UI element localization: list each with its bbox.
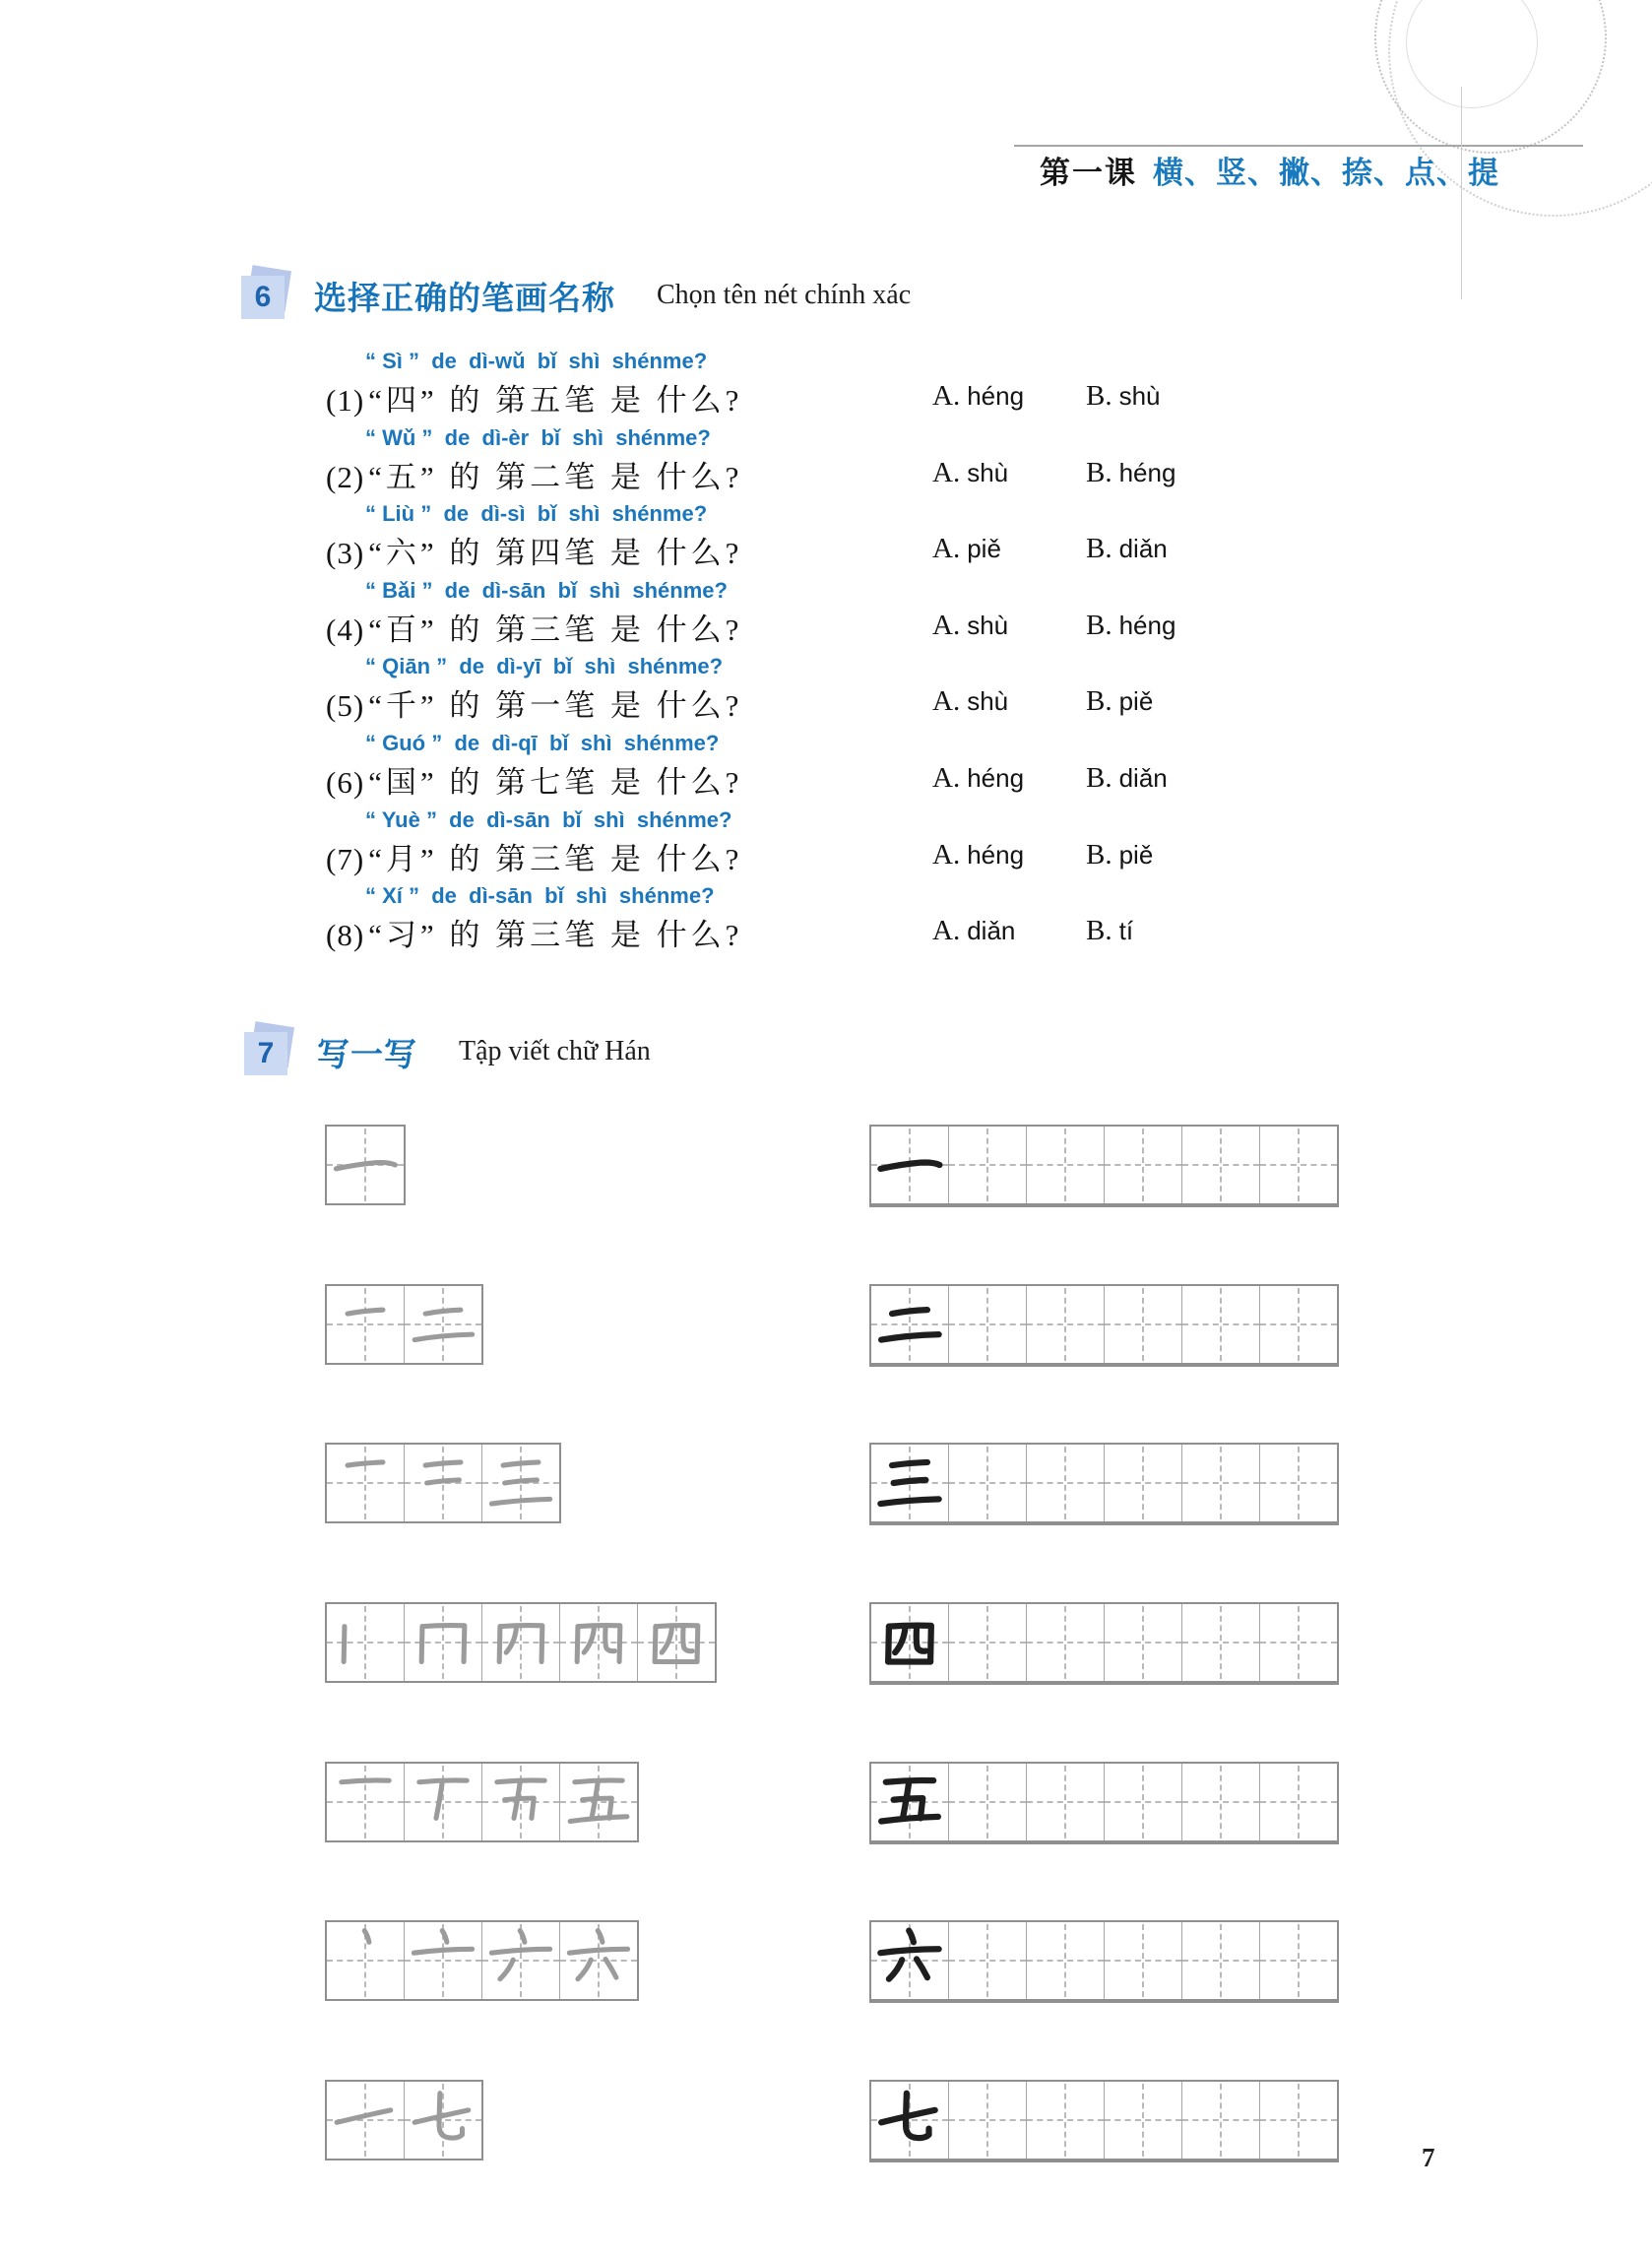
question-row	[326, 425, 1507, 502]
option-a	[932, 682, 1008, 718]
practice-cell	[1104, 2082, 1181, 2159]
stroke-order-cell	[327, 1922, 404, 1999]
cell-horizontal-midline	[949, 1960, 1026, 1962]
cell-horizontal-midline	[1027, 1164, 1104, 1166]
section7-badge	[244, 1027, 293, 1076]
stroke-order-step	[327, 1604, 404, 1681]
question-line	[326, 528, 1507, 572]
cell-horizontal-midline	[1260, 1164, 1337, 1166]
option-a	[932, 454, 1008, 489]
stroke-order-step	[405, 1764, 481, 1840]
question-number: (2)	[326, 459, 365, 494]
cell-horizontal-midline	[1027, 2119, 1104, 2121]
option-b	[1086, 454, 1175, 489]
header-rule	[1014, 145, 1583, 147]
model-character-cell	[871, 1604, 948, 1681]
model-character-cell	[871, 1764, 948, 1840]
option-a-letter: A.	[932, 380, 961, 412]
option-a-word: héng	[967, 839, 1025, 870]
practice-cell	[1026, 1127, 1104, 1203]
stroke-order-step	[405, 1286, 481, 1363]
option-a	[932, 607, 1008, 642]
stroke-order-cell	[637, 1604, 715, 1681]
question-pinyin: “ Xí ” de dì-sān bǐ shì shénme?	[365, 883, 715, 909]
option-a-letter: A.	[932, 838, 961, 871]
question-number: (6)	[326, 764, 365, 800]
option-b	[1086, 530, 1168, 565]
practice-cell	[948, 1764, 1026, 1840]
question-text: “千” 的 第一笔 是 什么?	[368, 688, 743, 724]
option-b-word: diǎn	[1118, 762, 1168, 793]
practice-cell	[948, 1922, 1026, 1999]
stroke-order-grid	[325, 2080, 483, 2160]
stroke-order-cell	[481, 1445, 559, 1521]
option-b-word: tí	[1118, 916, 1134, 946]
page-number: 7	[1422, 2143, 1435, 2172]
practice-cell	[1259, 2082, 1337, 2159]
question-text: “百” 的 第三笔 是 什么?	[368, 612, 743, 647]
practice-cell	[1104, 1764, 1181, 1840]
cell-horizontal-midline	[1182, 1642, 1259, 1644]
question-line	[326, 834, 1507, 878]
header-vertical-rule	[1461, 87, 1462, 299]
cell-horizontal-midline	[1105, 1960, 1181, 1962]
option-b-letter: B.	[1086, 838, 1112, 871]
option-a-letter: A.	[932, 609, 961, 641]
question-pinyin: “ Bǎi ” de dì-sān bǐ shì shénme?	[365, 577, 728, 603]
question-list	[326, 349, 1507, 960]
option-a-word: piě	[967, 534, 1001, 564]
option-b-word: piě	[1118, 839, 1154, 870]
option-a	[932, 530, 1001, 565]
stroke-order-cell	[481, 1764, 559, 1840]
section6-title-chinese: 选择正确的笔画名称	[314, 281, 615, 317]
cell-horizontal-midline	[1027, 1323, 1104, 1325]
cell-horizontal-midline	[1182, 1801, 1259, 1803]
practice-grid	[869, 1920, 1339, 2003]
cell-horizontal-midline	[1027, 1482, 1104, 1484]
practice-cell	[948, 1127, 1026, 1203]
stroke-order-cell	[404, 1764, 481, 1840]
stroke-order-cell	[327, 1604, 404, 1681]
question-row	[326, 731, 1507, 807]
option-a-word: diǎn	[967, 916, 1016, 946]
practice-cell	[1181, 1922, 1259, 1999]
practice-cell	[1026, 1604, 1104, 1681]
cell-horizontal-midline	[1260, 1960, 1337, 1962]
practice-cell	[1026, 2082, 1104, 2159]
cell-horizontal-midline	[1027, 1801, 1104, 1803]
cell-horizontal-midline	[949, 1323, 1026, 1325]
cell-horizontal-midline	[949, 1482, 1026, 1484]
stroke-order-step	[482, 1922, 559, 1999]
lesson-title	[1040, 148, 1499, 192]
cell-horizontal-midline	[1105, 2119, 1181, 2121]
question-row	[326, 349, 1507, 425]
stroke-order-cell	[404, 1286, 481, 1363]
option-a	[932, 759, 1024, 795]
stroke-order-step	[482, 1445, 559, 1521]
option-b-letter: B.	[1086, 533, 1112, 565]
question-pinyin: “ Sì ” de dì-wǔ bǐ shì shénme?	[365, 349, 708, 373]
model-character	[871, 1604, 948, 1681]
practice-grid	[869, 1602, 1339, 1685]
cell-horizontal-midline	[1260, 2119, 1337, 2121]
section7-number: 7	[257, 1037, 275, 1069]
option-a-letter: A.	[932, 761, 961, 794]
question-line	[326, 757, 1507, 802]
stroke-order-step	[405, 1604, 481, 1681]
model-character-cell	[871, 1286, 948, 1363]
question-line	[326, 910, 1507, 954]
section6-badge	[241, 271, 290, 320]
option-b	[1086, 682, 1153, 718]
option-a-letter: A.	[932, 915, 961, 947]
stroke-order-cell	[327, 1286, 404, 1363]
option-b-letter: B.	[1086, 761, 1112, 794]
option-b	[1086, 759, 1168, 795]
section7-header	[244, 1027, 651, 1076]
model-character	[871, 1127, 948, 1203]
stroke-order-step	[327, 1922, 404, 1999]
stroke-order-step	[405, 1922, 481, 1999]
question-number: (8)	[326, 918, 365, 953]
practice-grid	[869, 2080, 1339, 2162]
option-a	[932, 377, 1024, 413]
model-character	[871, 1286, 948, 1363]
practice-grid	[869, 1443, 1339, 1525]
practice-cell	[1104, 1445, 1181, 1521]
stroke-order-cell	[327, 1445, 404, 1521]
stroke-order-cell	[404, 1922, 481, 1999]
practice-cell	[1259, 1127, 1337, 1203]
stroke-order-step	[327, 1127, 404, 1203]
cell-horizontal-midline	[1105, 1801, 1181, 1803]
option-b	[1086, 912, 1133, 947]
practice-cell	[1026, 1286, 1104, 1363]
practice-grid	[869, 1125, 1339, 1207]
lesson-stroke-names: 横、竖、撇、捺、点、提	[1153, 156, 1499, 190]
question-number: (5)	[326, 688, 365, 724]
practice-cell	[1104, 1922, 1181, 1999]
option-b-word: shù	[1118, 381, 1161, 411]
cell-horizontal-midline	[1182, 2119, 1259, 2121]
stroke-order-cell	[327, 2082, 404, 2159]
stroke-order-grid	[325, 1125, 406, 1205]
practice-cell	[1181, 1445, 1259, 1521]
practice-cell	[1104, 1127, 1181, 1203]
cell-horizontal-midline	[949, 1801, 1026, 1803]
option-b-letter: B.	[1086, 609, 1112, 641]
stroke-order-step	[327, 1286, 404, 1363]
option-b-letter: B.	[1086, 915, 1112, 947]
option-a-word: héng	[967, 381, 1025, 411]
practice-cell	[1026, 1922, 1104, 1999]
practice-cell	[948, 1445, 1026, 1521]
practice-cell	[1026, 1445, 1104, 1521]
model-character-cell	[871, 1445, 948, 1521]
question-text: “月” 的 第三笔 是 什么?	[368, 841, 743, 876]
stroke-order-step	[560, 1604, 637, 1681]
cell-horizontal-midline	[1027, 1960, 1104, 1962]
stroke-order-cell	[327, 1127, 404, 1203]
option-b	[1086, 607, 1175, 642]
practice-grid	[869, 1284, 1339, 1367]
question-number: (3)	[326, 536, 365, 571]
practice-cell	[1259, 1445, 1337, 1521]
question-text: “国” 的 第七笔 是 什么?	[368, 764, 743, 800]
option-a-word: héng	[967, 762, 1025, 793]
stroke-order-cell	[481, 1604, 559, 1681]
section6-title-vietnamese: Chọn tên nét chính xác	[657, 280, 912, 310]
practice-cell	[1259, 1764, 1337, 1840]
practice-cell	[1259, 1604, 1337, 1681]
model-character-cell	[871, 2082, 948, 2159]
option-a-letter: A.	[932, 456, 961, 488]
question-row	[326, 883, 1507, 960]
practice-cell	[1181, 2082, 1259, 2159]
stroke-order-step	[327, 1764, 404, 1840]
practice-cell	[1181, 1764, 1259, 1840]
stroke-order-cell	[559, 1922, 637, 1999]
stroke-order-cell	[481, 1922, 559, 1999]
option-a-letter: A.	[932, 533, 961, 565]
stroke-order-step	[482, 1604, 559, 1681]
practice-cell	[1259, 1922, 1337, 1999]
cell-horizontal-midline	[1260, 1482, 1337, 1484]
question-text: “五” 的 第二笔 是 什么?	[368, 459, 743, 494]
practice-cell	[1259, 1286, 1337, 1363]
option-b	[1086, 377, 1161, 413]
cell-horizontal-midline	[1105, 1482, 1181, 1484]
practice-cell	[1026, 1764, 1104, 1840]
option-b-word: piě	[1118, 686, 1154, 717]
option-a-word: shù	[967, 686, 1009, 717]
model-character-cell	[871, 1922, 948, 1999]
option-a-word: shù	[967, 610, 1009, 640]
practice-cell	[1181, 1127, 1259, 1203]
stroke-order-cell	[327, 1764, 404, 1840]
cell-horizontal-midline	[1260, 1323, 1337, 1325]
practice-grid	[869, 1762, 1339, 1844]
cell-horizontal-midline	[1260, 1642, 1337, 1644]
stroke-order-cell	[404, 1445, 481, 1521]
question-row	[326, 578, 1507, 655]
question-line	[326, 452, 1507, 496]
question-pinyin: “ Wǔ ” de dì-èr bǐ shì shénme?	[365, 424, 711, 450]
option-a-word: shù	[967, 457, 1009, 487]
cell-horizontal-midline	[1182, 1482, 1259, 1484]
practice-cell	[948, 1604, 1026, 1681]
option-b-letter: B.	[1086, 685, 1112, 718]
cell-horizontal-midline	[1182, 1164, 1259, 1166]
stroke-order-grid	[325, 1920, 639, 2001]
option-b-word: diǎn	[1118, 534, 1168, 564]
option-a-letter: A.	[932, 685, 961, 718]
stroke-order-grid	[325, 1602, 717, 1683]
section7-title-chinese: 写一写	[317, 1037, 417, 1073]
cell-horizontal-midline	[949, 1164, 1026, 1166]
question-row	[326, 654, 1507, 731]
section7-title-vietnamese: Tập viết chữ Hán	[459, 1036, 651, 1066]
section6-header	[241, 271, 911, 320]
practice-cell	[948, 2082, 1026, 2159]
option-b-word: héng	[1118, 610, 1176, 640]
question-text: “习” 的 第三笔 是 什么?	[368, 918, 743, 953]
practice-cell	[1181, 1286, 1259, 1363]
stroke-order-step	[482, 1764, 559, 1840]
model-character	[871, 1764, 948, 1840]
practice-cell	[1104, 1286, 1181, 1363]
stroke-order-grid	[325, 1443, 561, 1523]
stroke-order-step	[405, 1445, 481, 1521]
cell-horizontal-midline	[1260, 1801, 1337, 1803]
stroke-order-step	[327, 1445, 404, 1521]
cell-horizontal-midline	[1182, 1323, 1259, 1325]
question-number: (4)	[326, 612, 365, 647]
option-b	[1086, 836, 1153, 871]
option-b-letter: B.	[1086, 456, 1112, 488]
question-row	[326, 501, 1507, 578]
cell-horizontal-midline	[1027, 1642, 1104, 1644]
stroke-order-grid	[325, 1284, 483, 1365]
question-row	[326, 807, 1507, 884]
stroke-order-step	[638, 1604, 715, 1681]
stroke-order-cell	[559, 1604, 637, 1681]
question-line	[326, 605, 1507, 649]
stroke-order-cell	[559, 1764, 637, 1840]
option-b-word: héng	[1118, 457, 1176, 487]
stroke-order-cell	[404, 1604, 481, 1681]
question-pinyin: “ Qiān ” de dì-yī bǐ shì shénme?	[365, 654, 724, 679]
question-pinyin: “ Yuè ” de dì-sān bǐ shì shénme?	[365, 806, 732, 832]
cell-horizontal-midline	[1105, 1164, 1181, 1166]
question-pinyin: “ Liù ” de dì-sì bǐ shì shénme?	[365, 501, 708, 527]
option-b-letter: B.	[1086, 380, 1112, 412]
cell-horizontal-midline	[1105, 1323, 1181, 1325]
question-line	[326, 680, 1507, 725]
cell-horizontal-midline	[949, 2119, 1026, 2121]
practice-cell	[948, 1286, 1026, 1363]
stroke-order-step	[560, 1922, 637, 1999]
option-a	[932, 912, 1015, 947]
question-text: “四” 的 第五笔 是 什么?	[368, 383, 743, 418]
section6-number: 6	[254, 281, 272, 313]
question-pinyin: “ Guó ” de dì-qī bǐ shì shénme?	[365, 730, 720, 755]
model-character-cell	[871, 1127, 948, 1203]
cell-horizontal-midline	[1105, 1642, 1181, 1644]
model-character	[871, 1922, 948, 1999]
question-number: (1)	[326, 383, 365, 418]
practice-cell	[1104, 1604, 1181, 1681]
stroke-order-cell	[404, 2082, 481, 2159]
option-a	[932, 836, 1024, 871]
stroke-order-step	[405, 2082, 481, 2159]
model-character	[871, 1445, 948, 1521]
stroke-order-step	[327, 2082, 404, 2159]
stroke-order-grid	[325, 1762, 639, 1842]
stroke-order-step	[560, 1764, 637, 1840]
question-line	[326, 375, 1507, 419]
cell-horizontal-midline	[1182, 1960, 1259, 1962]
question-number: (7)	[326, 841, 365, 876]
lesson-number: 第一课	[1040, 156, 1137, 190]
model-character	[871, 2082, 948, 2159]
practice-cell	[1181, 1604, 1259, 1681]
cell-horizontal-midline	[949, 1642, 1026, 1644]
question-text: “六” 的 第四笔 是 什么?	[368, 536, 743, 571]
